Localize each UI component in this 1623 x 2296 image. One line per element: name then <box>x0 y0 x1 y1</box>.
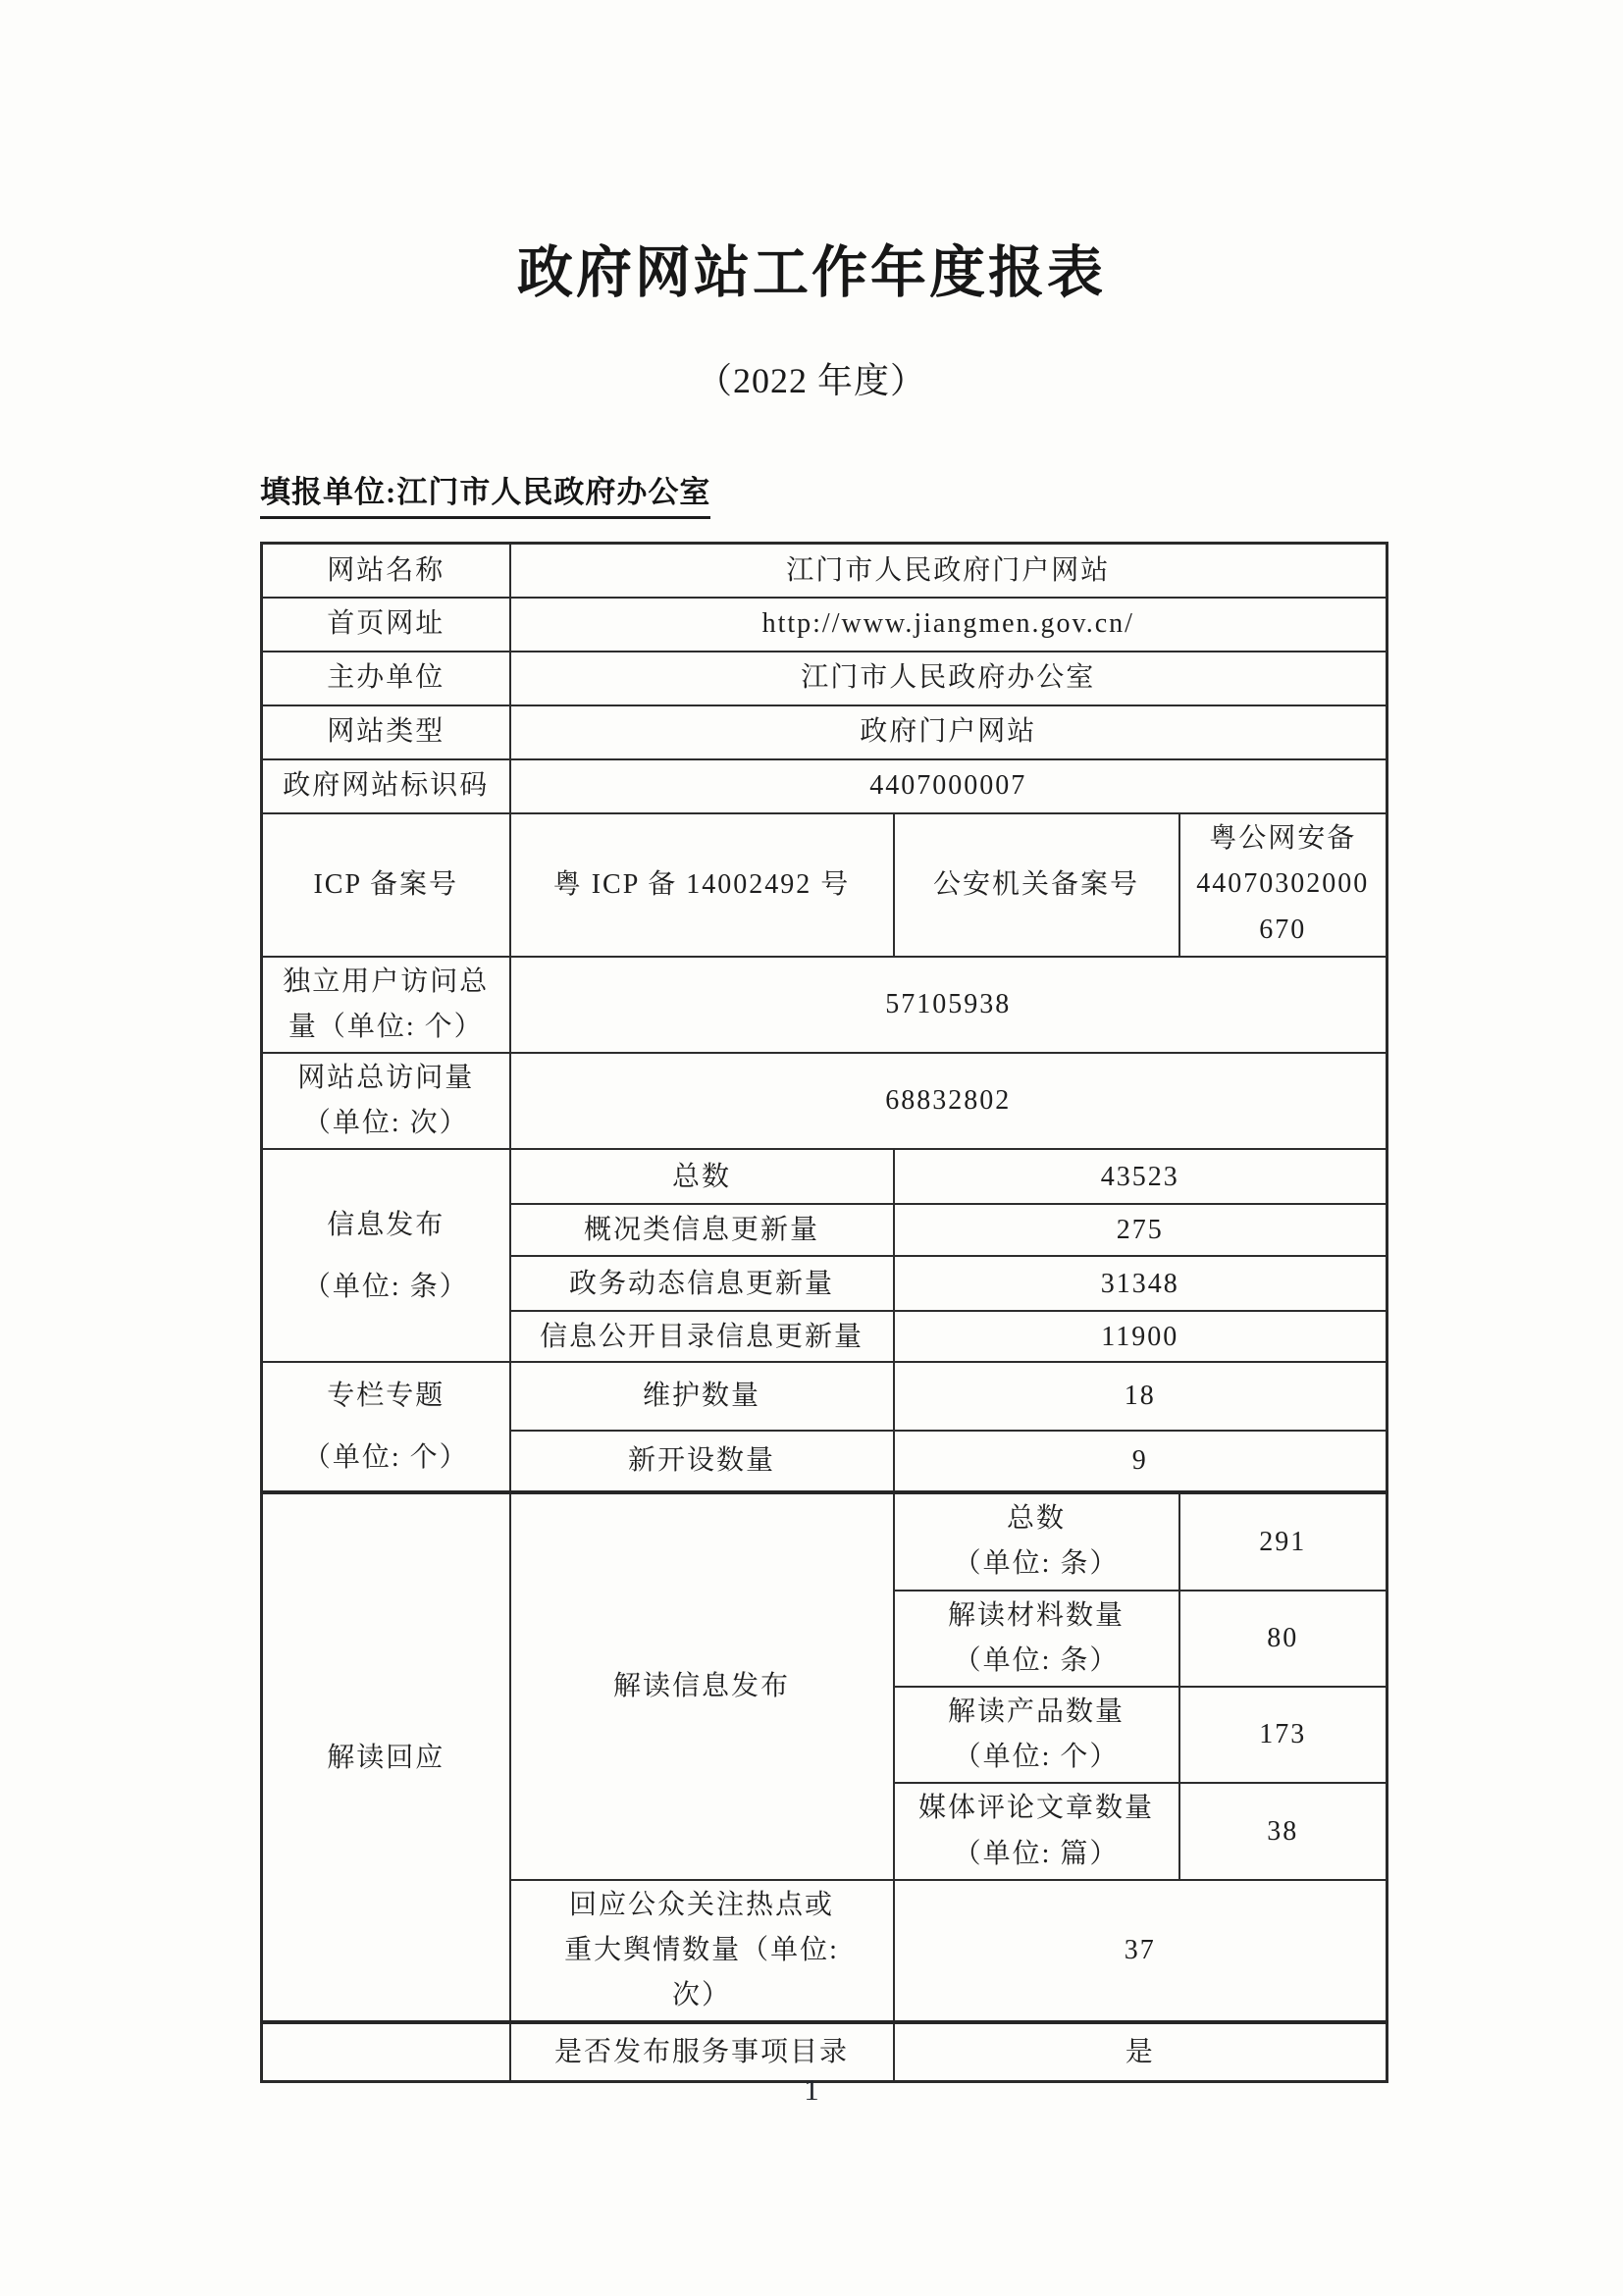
overview-update-label: 概况类信息更新量 <box>510 1204 894 1256</box>
page-subtitle: （2022 年度） <box>696 361 926 400</box>
info-total-label: 总数 <box>510 1149 894 1204</box>
gov-dynamic-update-label: 政务动态信息更新量 <box>510 1256 894 1311</box>
website-name-value: 江门市人民政府门户网站 <box>510 544 1387 598</box>
unique-visitors-label: 独立用户访问总 量（单位: 个） <box>262 957 510 1053</box>
new-opened-count-value: 9 <box>894 1431 1387 1493</box>
total-visits-label: 网站总访问量 （单位: 次） <box>262 1053 510 1149</box>
icp-value: 粤 ICP 备 14002492 号 <box>510 813 894 957</box>
interpretation-publish-label: 解读信息发布 <box>510 1492 894 1880</box>
hot-response-value: 37 <box>894 1880 1387 2023</box>
service-catalog-label: 是否发布服务事项目录 <box>510 2022 894 2081</box>
maintained-count-value: 18 <box>894 1362 1387 1430</box>
page-number: 1 <box>804 2072 819 2107</box>
gov-dynamic-update-value: 31348 <box>894 1256 1387 1311</box>
overview-update-value: 275 <box>894 1204 1387 1256</box>
interpretation-product-label: 解读产品数量 （单位: 个） <box>894 1687 1179 1783</box>
hot-response-label: 回应公众关注热点或 重大舆情数量（单位: 次） <box>510 1880 894 2023</box>
page-title: 政府网站工作年度报表 <box>517 242 1106 304</box>
host-unit-value: 江门市人民政府办公室 <box>510 652 1387 705</box>
media-comment-label: 媒体评论文章数量 （单位: 篇） <box>894 1783 1179 1879</box>
open-catalog-update-value: 11900 <box>894 1311 1387 1362</box>
total-visits-value: 68832802 <box>510 1053 1387 1149</box>
website-name-label: 网站名称 <box>262 544 510 598</box>
security-record-value: 粤公网安备 44070302000 670 <box>1179 813 1387 957</box>
open-catalog-update-label: 信息公开目录信息更新量 <box>510 1311 894 1362</box>
info-publish-section-label: 信息发布 （单位: 条） <box>262 1149 510 1362</box>
interpretation-section-label: 解读回应 <box>262 1492 510 2022</box>
new-opened-count-label: 新开设数量 <box>510 1431 894 1493</box>
unique-visitors-value: 57105938 <box>510 957 1387 1053</box>
host-unit-label: 主办单位 <box>262 652 510 705</box>
special-column-section-label: 专栏专题 （单位: 个） <box>262 1362 510 1492</box>
annual-report-table <box>260 542 1388 2083</box>
info-total-value: 43523 <box>894 1149 1387 1204</box>
icp-label: ICP 备案号 <box>262 813 510 957</box>
website-type-value: 政府门户网站 <box>510 705 1387 759</box>
media-comment-value: 38 <box>1179 1783 1387 1879</box>
website-type-label: 网站类型 <box>262 705 510 759</box>
security-record-label: 公安机关备案号 <box>894 813 1179 957</box>
reporting-unit: 填报单位:江门市人民政府办公室 <box>260 467 710 519</box>
interpretation-total-label: 总数 （单位: 条） <box>894 1492 1179 1590</box>
website-id-value: 4407000007 <box>510 759 1387 813</box>
homepage-url-value: http://www.jiangmen.gov.cn/ <box>510 598 1387 652</box>
interpretation-product-value: 173 <box>1179 1687 1387 1783</box>
interpretation-material-label: 解读材料数量 （单位: 条） <box>894 1591 1179 1687</box>
homepage-url-label: 首页网址 <box>262 598 510 652</box>
website-id-label: 政府网站标识码 <box>262 759 510 813</box>
interpretation-material-value: 80 <box>1179 1591 1387 1687</box>
interpretation-total-value: 291 <box>1179 1492 1387 1590</box>
service-catalog-value: 是 <box>894 2022 1387 2081</box>
maintained-count-label: 维护数量 <box>510 1362 894 1430</box>
